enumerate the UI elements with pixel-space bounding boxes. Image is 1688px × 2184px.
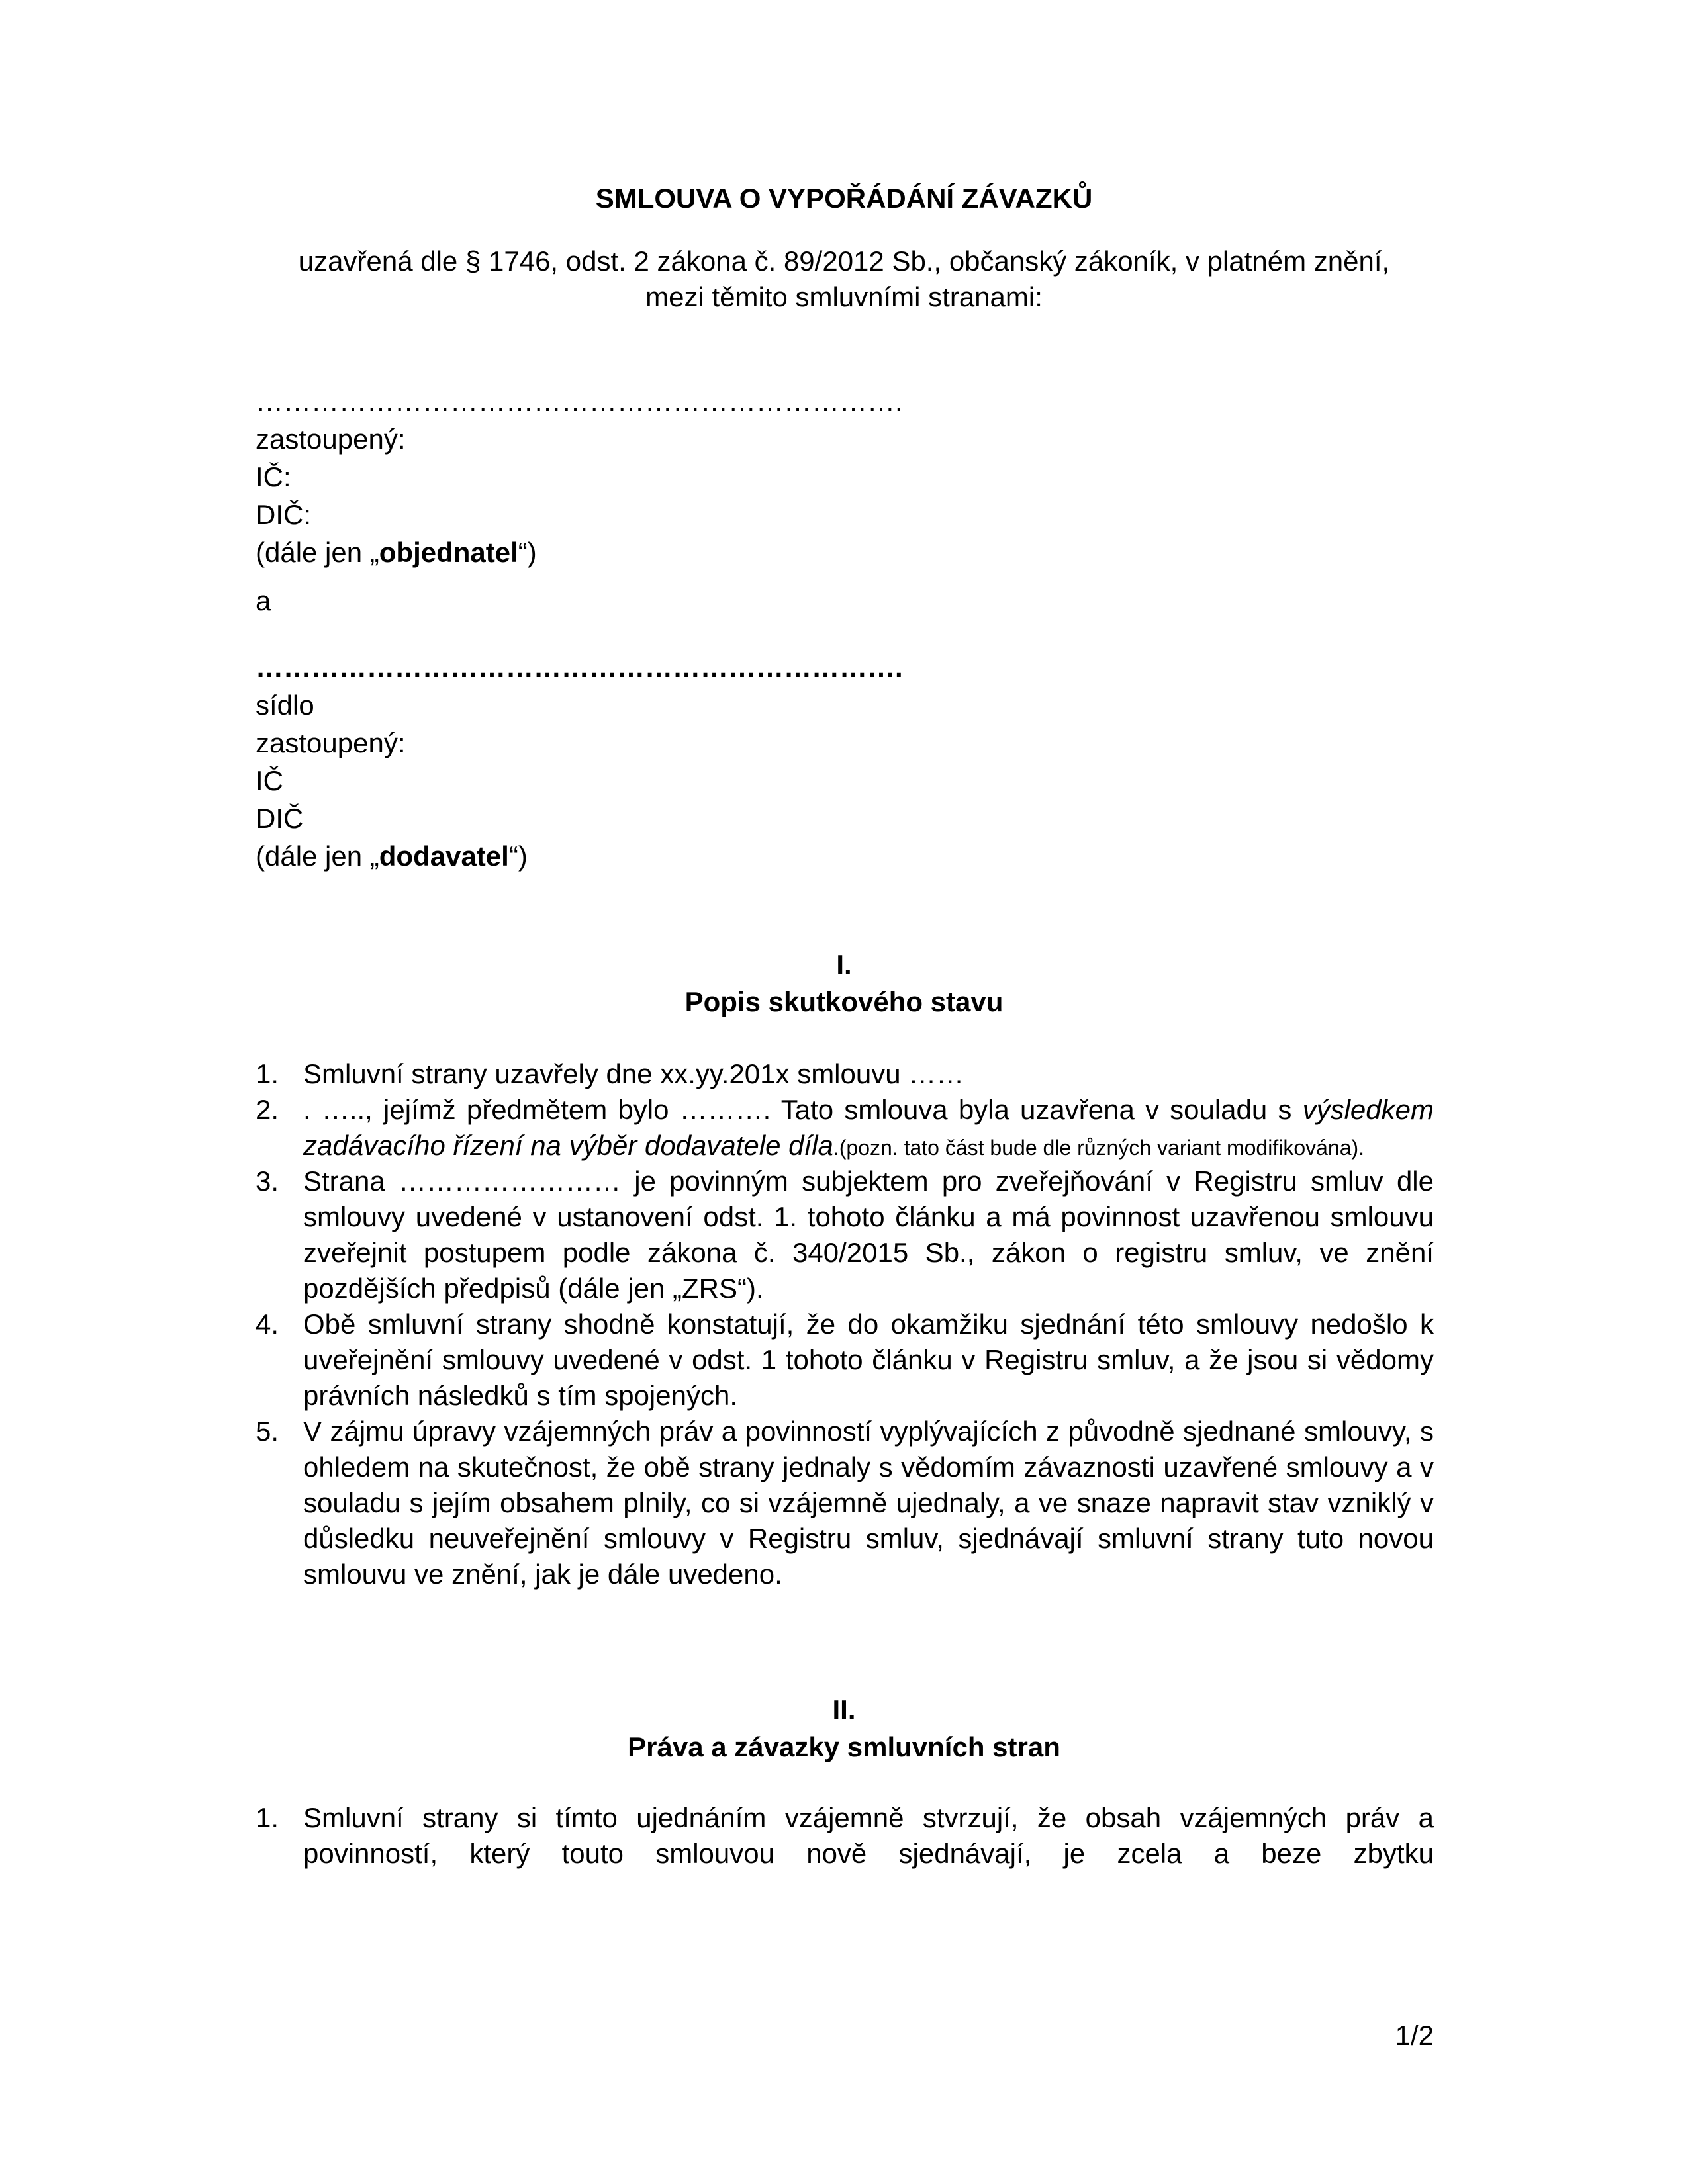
- party1-dic: DIČ:: [256, 499, 311, 530]
- party-objednatel: [256, 383, 903, 571]
- party2-represented: zastoupený:: [256, 727, 406, 758]
- party1-represented: zastoupený:: [256, 424, 406, 455]
- party2-dic: DIČ: [256, 803, 304, 834]
- subtitle-line-1: uzavřená dle § 1746, odst. 2 zákona č. 89/2012 Sb., občanský zákoník, v platném znění,: [298, 246, 1390, 277]
- party1-ic: IČ:: [256, 461, 291, 492]
- party1-designation: (dále jen „objednatel“): [256, 537, 537, 568]
- item-note: .(pozn. tato část bude dle různých variant modifikována).: [833, 1136, 1365, 1160]
- item-italic-text: výsledkem zadávacího řízení na výběr dodavatele díla: [303, 1094, 1434, 1161]
- parties-separator: a: [256, 585, 271, 616]
- party1-name-placeholder: …………………………………………………………….: [256, 386, 903, 417]
- party2-designation: (dále jen „dodavatel“): [256, 841, 528, 872]
- list-item: 1. Smluvní strany uzavřely dne xx.yy.201x smlouvu ……: [256, 1058, 964, 1089]
- section-2-title: Práva a závazky smluvních stran: [628, 1731, 1060, 1762]
- subtitle-line-2: mezi těmito smluvními stranami:: [645, 281, 1043, 312]
- list-item: 1. Smluvní strany si tímto ujednáním vzájemně stvrzují, že obsah vzájemných práv a povinností, který touto smlouvou nově sjednávají, je zcela a beze zbytku: [256, 1802, 1434, 1869]
- section-1-heading: [0, 946, 1688, 1021]
- section-2-list: [256, 1800, 1434, 1872]
- section-1-list: [256, 1056, 1434, 1592]
- party-dodavatel: [256, 649, 903, 875]
- section-1-number: I.: [836, 949, 852, 980]
- document-subtitle: [0, 244, 1688, 315]
- list-item: 4. Obě smluvní strany shodně konstatují, že do okamžiku sjednání této smlouvy nedošlo k uveřejnění smlouvy uvedené v odst. 1 tohoto článku v Registru smluv, a že jsou si vědomy právních následků s tím spojených.: [256, 1308, 1434, 1411]
- page-number: 1/2: [1395, 2020, 1434, 2051]
- party2-name-placeholder: …………………………………………………………….: [256, 652, 903, 683]
- party2-seat: sídlo: [256, 690, 314, 721]
- party2-ic: IČ: [256, 765, 283, 796]
- party1-designation-bold: objednatel: [379, 537, 518, 568]
- section-1-title: Popis skutkového stavu: [684, 986, 1004, 1017]
- section-2-heading: [0, 1692, 1688, 1766]
- party2-designation-bold: dodavatel: [379, 841, 509, 872]
- section-2-number: II.: [832, 1694, 856, 1725]
- list-item: 3. Strana …………………… je povinným subjektem pro zveřejňování v Registru smluv dle smlouvy uvedené v ustanovení odst. 1. tohoto článku a má povinnost uzavřenou smlouvu zveřejnit postupem podle zákona č. 340/2015 Sb., zákon o registru smluv, ve znění pozdějších předpisů (dále jen „ZRS“).: [256, 1165, 1434, 1304]
- list-item: 5. V zájmu úpravy vzájemných práv a povinností vyplývajících z původně sjednané smlouvy, s ohledem na skutečnost, že obě strany jednaly s vědomím závaznosti uzavřené smlouvy a v souladu s jejím obsahem plnily, co si vzájemně ujednaly, a ve snaze napravit stav vzniklý v důsledku neuveřejnění smlouvy v Registru smluv, sjednávají smluvní strany tuto novou smlouvu ve znění, jak je dále uvedeno.: [256, 1416, 1434, 1590]
- document-title: SMLOUVA O VYPOŘÁDÁNÍ ZÁVAZKŮ: [595, 183, 1093, 214]
- list-item: 2. . ….., jejímž předmětem bylo ………. Tato smlouva byla uzavřena v souladu s výsledkem zadávacího řízení na výběr dodavatele díla.(pozn. tato část bude dle různých variant modifikována).: [256, 1094, 1434, 1161]
